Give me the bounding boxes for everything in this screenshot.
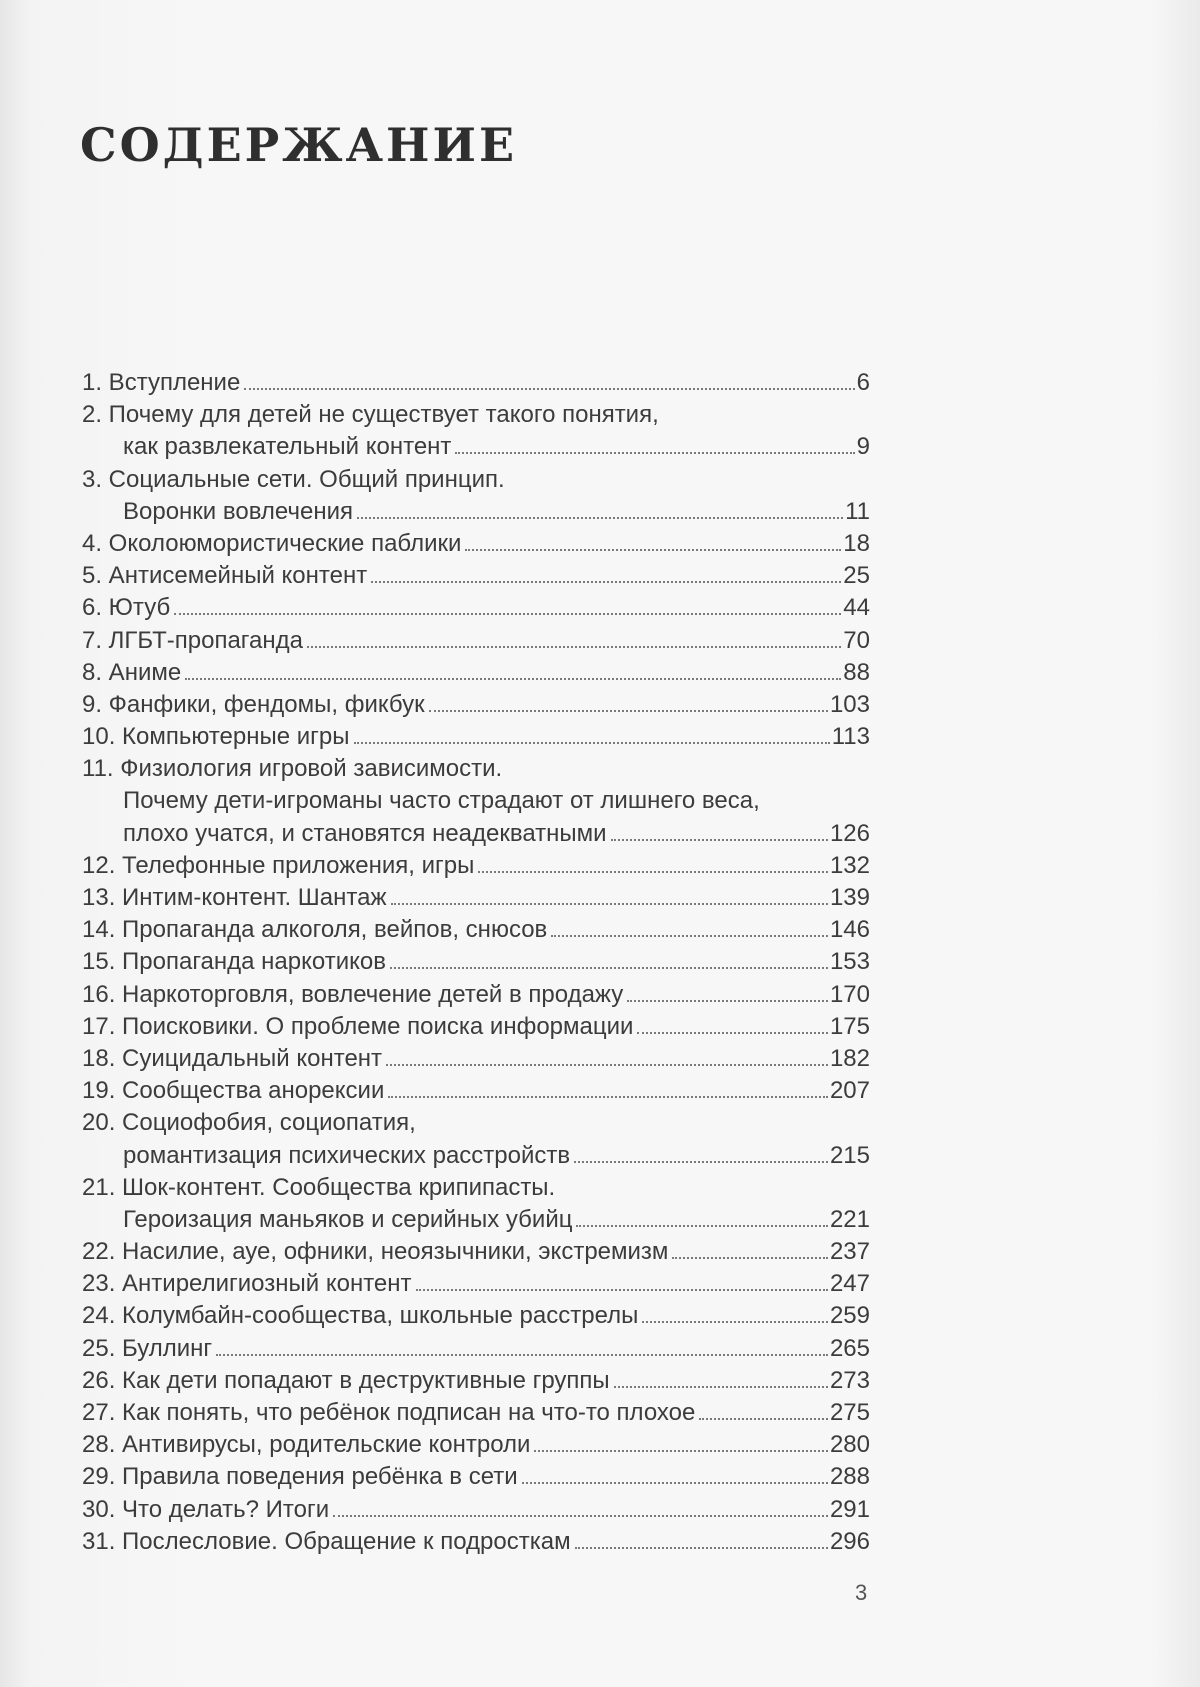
toc-line <box>82 850 870 882</box>
toc-entry-title: 7. ЛГБТ-пропаганда <box>82 626 303 654</box>
toc-line <box>82 560 870 592</box>
page-number: 3 <box>855 1580 868 1605</box>
dot-leader <box>534 1450 827 1452</box>
dot-leader <box>307 646 841 648</box>
toc-entry-title: 10. Компьютерные игры <box>82 723 350 751</box>
toc-entry <box>82 753 870 850</box>
toc-entry-page: 132 <box>829 851 870 879</box>
toc-entry-page: 113 <box>831 723 870 751</box>
dot-leader <box>455 452 854 454</box>
toc-entry <box>82 1461 870 1493</box>
table-of-contents <box>82 367 870 1558</box>
dot-leader <box>185 678 841 680</box>
toc-entry <box>82 1107 870 1171</box>
toc-entry-title: 17. Поисковики. О проблеме поиска информации <box>82 1012 634 1040</box>
toc-entry-title: Героизация маньяков и серийных убийц <box>123 1205 573 1233</box>
dot-leader <box>244 388 854 390</box>
toc-entry-page: 259 <box>829 1302 870 1330</box>
toc-entry-title: 15. Пропаганда наркотиков <box>82 948 386 976</box>
toc-entry-title: 31. Послесловие. Обращение к подросткам <box>82 1527 571 1555</box>
toc-entry-page: 237 <box>829 1238 870 1266</box>
toc-entry <box>82 528 870 560</box>
toc-entry-page: 153 <box>829 948 870 976</box>
toc-line <box>82 1526 870 1558</box>
toc-entry-page: 18 <box>843 529 870 557</box>
toc-line <box>82 464 870 496</box>
toc-entry-title: 9. Фанфики, фендомы, фикбук <box>82 690 425 718</box>
toc-entry-title: 13. Интим-контент. Шантаж <box>82 884 387 911</box>
toc-line <box>82 1172 870 1204</box>
toc-entry <box>82 657 870 689</box>
toc-entry-title: романтизация психических расстройств <box>123 1141 571 1169</box>
toc-entry <box>82 721 870 753</box>
dot-leader <box>354 742 830 744</box>
toc-entry-page: 182 <box>829 1044 870 1072</box>
dot-leader <box>611 839 828 841</box>
toc-line <box>82 1494 870 1526</box>
toc-entry-title: 26. Как дети попадают в деструктивные группы <box>82 1366 610 1394</box>
toc-entry-page: 296 <box>829 1527 870 1555</box>
toc-entry-title: 18. Суицидальный контент <box>82 1044 383 1072</box>
toc-line <box>82 1107 870 1139</box>
toc-entry-title: 2. Почему для детей не существует такого понятия, <box>82 401 659 429</box>
toc-line <box>82 979 870 1011</box>
toc-entry-page: 44 <box>843 594 870 622</box>
toc-entry <box>82 946 870 978</box>
dot-leader <box>627 1000 828 1002</box>
toc-entry-page: 265 <box>829 1334 870 1362</box>
toc-entry-page: 175 <box>829 1012 870 1040</box>
page-title: СОДЕРЖАНИЕ <box>80 118 518 172</box>
dot-leader <box>642 1321 828 1323</box>
toc-entry-page: 288 <box>829 1463 870 1491</box>
toc-entry-title: 28. Антивирусы, родительские контроли <box>82 1431 531 1459</box>
toc-line <box>82 753 870 785</box>
toc-entry <box>82 625 870 657</box>
toc-entry-title: 8. Аниме <box>82 658 182 686</box>
toc-entry-title: плохо учатся, и становятся неадекватными <box>123 819 607 847</box>
dot-leader <box>391 903 828 905</box>
dot-leader <box>465 549 841 551</box>
toc-entry-page: 6 <box>856 369 870 396</box>
toc-line <box>82 431 870 463</box>
toc-entry-page: 9 <box>856 433 870 461</box>
toc-entry <box>82 1429 870 1461</box>
toc-line <box>82 1268 870 1300</box>
dot-leader <box>386 1064 828 1066</box>
toc-entry-title: 16. Наркоторговля, вовлечение детей в продажу <box>82 980 624 1008</box>
toc-entry-page: 280 <box>829 1431 870 1459</box>
toc-entry-title: 20. Социофобия, социопатия, <box>82 1109 416 1137</box>
toc-line <box>82 1204 870 1236</box>
toc-entry-title: 12. Телефонные приложения, игры <box>82 851 475 879</box>
toc-entry <box>82 1268 870 1300</box>
dot-leader <box>478 871 828 873</box>
dot-leader <box>574 1161 828 1163</box>
toc-line <box>82 496 870 528</box>
toc-line <box>82 882 870 914</box>
toc-line <box>82 1236 870 1268</box>
toc-entry-title: 30. Что делать? Итоги <box>82 1495 330 1523</box>
toc-entry <box>82 882 870 914</box>
dot-leader <box>522 1482 828 1484</box>
toc-line <box>82 946 870 978</box>
toc-entry-title: 19. Сообщества анорексии <box>82 1077 385 1105</box>
toc-entry <box>82 1333 870 1365</box>
toc-entry <box>82 1011 870 1043</box>
toc-entry-title: 14. Пропаганда алкоголя, вейпов, снюсов <box>82 916 548 944</box>
toc-line <box>82 1300 870 1332</box>
dot-leader <box>174 613 841 615</box>
dot-leader <box>429 710 828 712</box>
toc-entry-title: 29. Правила поведения ребёнка в сети <box>82 1463 518 1491</box>
toc-entry-title: как развлекательный контент <box>123 433 452 461</box>
toc-entry <box>82 592 870 624</box>
toc-entry-page: 146 <box>829 916 870 944</box>
toc-entry-title: 6. Ютуб <box>82 594 171 622</box>
toc-entry <box>82 1365 870 1397</box>
toc-entry <box>82 1043 870 1075</box>
toc-entry-title: 25. Буллинг <box>82 1334 213 1362</box>
toc-entry-title: 3. Социальные сети. Общий принцип. <box>82 465 505 493</box>
toc-line <box>82 1075 870 1107</box>
dot-leader <box>637 1032 828 1034</box>
dot-leader <box>390 967 828 969</box>
toc-entry-page: 207 <box>829 1077 870 1105</box>
toc-entry <box>82 914 870 946</box>
toc-line <box>82 1333 870 1365</box>
toc-entry-page: 11 <box>845 497 870 525</box>
toc-entry-page: 139 <box>829 884 870 911</box>
dot-leader <box>576 1225 827 1227</box>
toc-entry <box>82 399 870 463</box>
dot-leader <box>672 1257 828 1259</box>
toc-entry-page: 247 <box>829 1270 870 1298</box>
toc-entry-title: 21. Шок-контент. Сообщества крипипасты. <box>82 1173 556 1201</box>
toc-line <box>82 914 870 946</box>
dot-leader <box>333 1515 828 1517</box>
toc-line <box>82 1043 870 1075</box>
toc-line <box>82 399 870 431</box>
dot-leader <box>614 1386 828 1388</box>
toc-entry <box>82 1494 870 1526</box>
toc-entry-title: 23. Антирелигиозный контент <box>82 1270 412 1298</box>
toc-entry <box>82 560 870 592</box>
toc-line <box>82 367 870 399</box>
toc-entry-title: 24. Колумбайн-сообщества, школьные расстрелы <box>82 1302 639 1330</box>
toc-line <box>82 1397 870 1429</box>
toc-line <box>82 625 870 657</box>
toc-entry-page: 70 <box>843 626 870 654</box>
toc-entry-page: 273 <box>829 1366 870 1394</box>
toc-entry <box>82 979 870 1011</box>
toc-entry-title: 5. Антисемейный контент <box>82 562 368 590</box>
toc-entry <box>82 689 870 721</box>
toc-entry-page: 103 <box>829 690 870 718</box>
toc-line <box>82 1140 870 1172</box>
toc-entry-page: 25 <box>843 562 870 590</box>
toc-entry-title: Воронки вовлечения <box>123 497 353 525</box>
toc-entry-title: 4. Околоюмористические паблики <box>82 529 462 557</box>
toc-entry-title: Почему дети-игроманы часто страдают от лишнего веса, <box>123 787 760 815</box>
toc-line <box>82 1461 870 1493</box>
toc-entry-title: 11. Физиология игровой зависимости. <box>82 755 503 783</box>
toc-entry <box>82 464 870 528</box>
toc-line <box>82 818 870 850</box>
toc-line <box>82 721 870 753</box>
toc-entry-title: 22. Насилие, ауе, офники, неоязычники, экстремизм <box>82 1238 669 1266</box>
toc-entry-page: 126 <box>829 819 870 847</box>
toc-entry-title: 1. Вступление <box>82 369 241 396</box>
toc-line <box>82 1011 870 1043</box>
dot-leader <box>551 935 828 937</box>
toc-entry <box>82 850 870 882</box>
toc-line <box>82 592 870 624</box>
toc-entry <box>82 1526 870 1558</box>
toc-entry-page: 291 <box>829 1495 870 1523</box>
toc-line <box>82 1365 870 1397</box>
toc-entry <box>82 1172 870 1236</box>
dot-leader <box>575 1547 828 1549</box>
toc-entry-title: 27. Как понять, что ребёнок подписан на что-то плохое <box>82 1399 696 1426</box>
toc-entry <box>82 367 870 399</box>
toc-line <box>82 1429 870 1461</box>
toc-entry-page: 275 <box>829 1399 870 1426</box>
toc-entry <box>82 1075 870 1107</box>
dot-leader <box>416 1289 828 1291</box>
dot-leader <box>216 1354 828 1356</box>
toc-entry <box>82 1236 870 1268</box>
toc-line <box>82 528 870 560</box>
toc-entry <box>82 1397 870 1429</box>
toc-entry-page: 170 <box>829 980 870 1008</box>
toc-entry <box>82 1300 870 1332</box>
dot-leader <box>388 1096 828 1098</box>
toc-entry-page: 88 <box>843 658 870 686</box>
toc-line <box>82 657 870 689</box>
dot-leader <box>357 517 843 519</box>
dot-leader <box>371 581 841 583</box>
toc-entry-page: 221 <box>829 1205 870 1233</box>
toc-line <box>82 785 870 817</box>
toc-entry-page: 215 <box>829 1141 870 1169</box>
toc-line <box>82 689 870 721</box>
dot-leader <box>699 1418 828 1420</box>
